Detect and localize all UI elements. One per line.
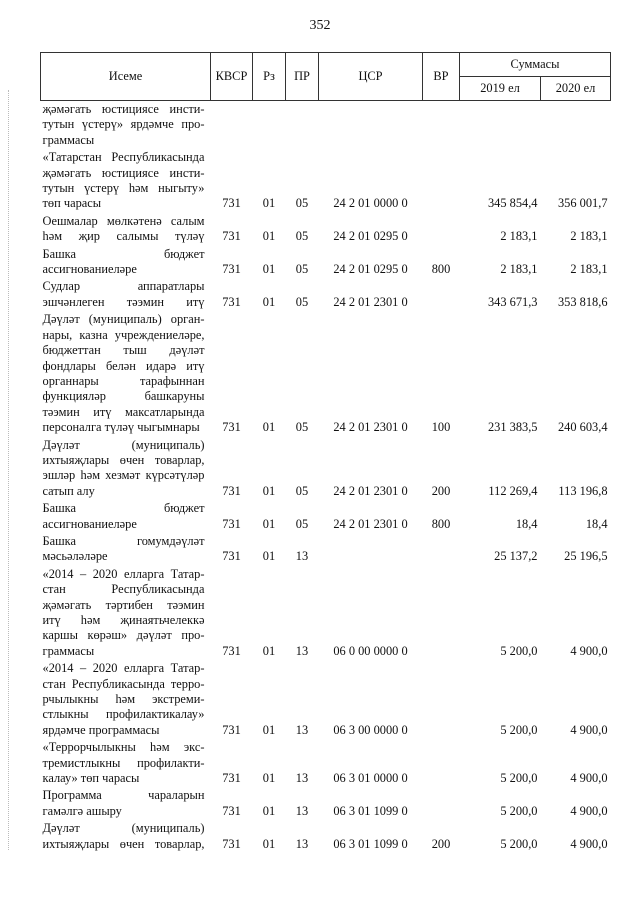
header-csr: ЦСР — [319, 53, 423, 101]
page-number: 352 — [309, 18, 331, 33]
row-value-2020: 4 900,0 — [570, 722, 608, 737]
row-value-2020: 4 900,0 — [570, 836, 608, 851]
row-csr: 24 2 01 2301 0 — [333, 516, 408, 531]
row-name-line: стан Республикасында — [42, 582, 205, 597]
row-csr: 06 0 00 0000 0 — [333, 643, 408, 658]
row-pr — [286, 101, 319, 150]
row-value-2019: 112 269,4 — [488, 483, 538, 498]
header-2019: 2019 ел — [460, 77, 541, 101]
row-name — [41, 739, 211, 787]
row-name-line: персоналга түләү чыгымнары — [42, 420, 200, 435]
table-row — [41, 500, 611, 533]
row-kvsr: 731 — [222, 483, 241, 498]
row-csr: 24 2 01 0000 0 — [333, 196, 408, 211]
row-rz: 01 — [262, 722, 276, 737]
row-vr — [423, 566, 460, 660]
row-value-2020: 113 196,8 — [558, 483, 608, 498]
row-vr — [423, 787, 460, 820]
row-value-2019: 25 137,2 — [494, 549, 538, 564]
row-kvsr — [211, 101, 253, 150]
table-row — [41, 820, 611, 853]
table-row — [41, 739, 611, 787]
row-name-line: сатып алу — [42, 483, 95, 498]
row-kvsr: 731 — [222, 771, 241, 786]
row-value-2019: 5 200,0 — [500, 803, 538, 818]
row-rz: 01 — [262, 262, 276, 277]
row-pr: 05 — [295, 229, 309, 244]
row-name-line: ихтыяҗлары өчен товарлар, — [42, 452, 205, 467]
table-row — [41, 533, 611, 566]
row-value-2020: 4 900,0 — [570, 771, 608, 786]
row-value-2019: 2 183,1 — [500, 262, 538, 277]
row-pr: 13 — [295, 836, 309, 851]
header-sums: Суммасы — [460, 53, 611, 77]
row-name-line: стлыкны профилактикалау» — [42, 707, 205, 722]
row-csr: 24 2 01 2301 0 — [333, 420, 408, 435]
row-csr: 24 2 01 2301 0 — [333, 483, 408, 498]
row-name-line: ихтыяҗлары өчен товарлар, — [42, 836, 205, 851]
row-pr: 05 — [295, 516, 309, 531]
row-value-2020: 2 183,1 — [570, 229, 608, 244]
table-row — [41, 149, 611, 213]
row-kvsr: 731 — [222, 643, 241, 658]
row-name-line: бюджеттан тыш дәүләт — [42, 343, 205, 358]
table-row — [41, 566, 611, 660]
row-name-line: Дәүләт (муниципаль) орган- — [42, 312, 205, 327]
row-name-line: ассигнованиеләре — [42, 516, 137, 531]
row-name-line: «Террорчылыкны һәм экс- — [42, 740, 205, 755]
row-kvsr: 731 — [222, 722, 241, 737]
header-2020: 2020 ел — [541, 77, 611, 101]
row-name-line: стан Республикасында терро- — [42, 676, 205, 691]
row-value-2020: 2 183,1 — [570, 262, 608, 277]
row-rz: 01 — [262, 803, 276, 818]
row-name-line: тутын үстерү һәм ныгыту» — [42, 181, 205, 196]
row-name-line: җәмәгать юстициясе инсти- — [42, 165, 205, 180]
row-name-line: гамәлгә ашыру — [42, 803, 122, 818]
row-value-2020: 4 900,0 — [570, 643, 608, 658]
row-vr — [423, 739, 460, 787]
table-row — [41, 278, 611, 311]
row-vr: 200 — [431, 483, 451, 498]
row-name-line: тутын үстерү» ярдәмче про- — [42, 117, 205, 132]
row-value-2020: 240 603,4 — [557, 420, 608, 435]
row-name — [41, 566, 211, 660]
row-value-2019: 18,4 — [515, 516, 538, 531]
table-body — [41, 101, 611, 854]
row-pr: 13 — [295, 643, 309, 658]
row-name-line: Башка бюджет — [42, 246, 205, 261]
row-vr: 800 — [431, 262, 451, 277]
row-csr: 24 2 01 0295 0 — [333, 262, 408, 277]
row-pr: 13 — [295, 803, 309, 818]
table-row — [41, 101, 611, 150]
row-rz: 01 — [262, 196, 276, 211]
row-pr: 13 — [295, 722, 309, 737]
row-name — [41, 311, 211, 436]
row-rz: 01 — [262, 836, 276, 851]
row-value-2019: 343 671,3 — [487, 294, 538, 309]
row-name — [41, 533, 211, 566]
row-kvsr: 731 — [222, 420, 241, 435]
row-name-line: нары, казна учреждениеләре, — [42, 327, 205, 342]
row-name — [41, 278, 211, 311]
row-name — [41, 213, 211, 246]
row-kvsr: 731 — [222, 803, 241, 818]
table-row — [41, 660, 611, 739]
row-rz: 01 — [262, 420, 276, 435]
row-kvsr: 731 — [222, 549, 241, 564]
row-pr: 05 — [295, 294, 309, 309]
table-row — [41, 787, 611, 820]
row-name-line: каршы көрәш» дәүләт про- — [42, 628, 205, 643]
margin-mark — [8, 90, 10, 850]
row-name-line: граммасы — [42, 132, 95, 147]
row-name-line: рчылыкны һәм экстреми- — [42, 692, 205, 707]
row-name-line: җәмәгать тәртибен тәэмин — [42, 597, 205, 612]
row-csr: 06 3 00 0000 0 — [333, 722, 408, 737]
row-value-2019: 231 383,5 — [487, 420, 538, 435]
row-vr — [423, 101, 460, 150]
row-vr — [423, 278, 460, 311]
row-name-line: Оешмалар мөлкәтенә салым — [42, 213, 205, 228]
row-value-2019 — [460, 101, 541, 150]
row-rz: 01 — [262, 549, 276, 564]
row-value-2019: 5 200,0 — [500, 836, 538, 851]
table-row — [41, 311, 611, 436]
row-name-line: фондлары белән идарә итү — [42, 358, 205, 373]
row-value-2020 — [541, 101, 611, 150]
row-kvsr: 731 — [222, 262, 241, 277]
row-name-line: һәм җир салымы түләү — [42, 229, 205, 244]
header-name: Исеме — [41, 53, 211, 101]
header-kvsr: КВСР — [211, 53, 253, 101]
row-name-line: Башка гомумдәүләт — [42, 533, 205, 548]
row-vr: 800 — [431, 516, 451, 531]
row-vr — [423, 213, 460, 246]
row-name-line: Дәүләт (муниципаль) — [42, 437, 205, 452]
table-row — [41, 246, 611, 279]
row-name-line: «2014 – 2020 елларга Татар- — [42, 566, 205, 581]
row-name — [41, 787, 211, 820]
row-name-line: итү һәм җинаятьчелеккә — [42, 613, 205, 627]
row-rz — [253, 101, 286, 150]
row-csr: 24 2 01 0295 0 — [333, 229, 408, 244]
row-pr: 13 — [295, 549, 309, 564]
row-rz: 01 — [262, 483, 276, 498]
budget-table — [40, 52, 611, 853]
row-name — [41, 500, 211, 533]
row-name-line: мәсьәләләре — [42, 549, 108, 564]
row-kvsr: 731 — [222, 516, 241, 531]
row-rz: 01 — [262, 643, 276, 658]
row-name-line: Башка бюджет — [42, 501, 205, 516]
row-rz: 01 — [262, 229, 276, 244]
row-value-2019: 5 200,0 — [500, 771, 538, 786]
row-pr: 05 — [295, 420, 309, 435]
row-name — [41, 437, 211, 501]
row-pr: 13 — [295, 771, 309, 786]
table-row — [41, 437, 611, 501]
row-pr: 05 — [295, 483, 309, 498]
row-name — [41, 820, 211, 853]
row-name-line: органнары тарафыннан — [42, 373, 205, 388]
row-name-line: эшчәнлеген тәэмин итү — [42, 294, 205, 309]
row-name-line: калау» төп чарасы — [42, 771, 140, 786]
row-rz: 01 — [262, 771, 276, 786]
row-rz: 01 — [262, 294, 276, 309]
row-kvsr: 731 — [222, 294, 241, 309]
row-name — [41, 660, 211, 739]
row-value-2019: 5 200,0 — [500, 722, 538, 737]
row-rz: 01 — [262, 516, 276, 531]
row-value-2020: 25 196,5 — [564, 549, 608, 564]
row-vr: 100 — [431, 420, 451, 435]
row-csr: 06 3 01 1099 0 — [333, 836, 408, 851]
row-name-line: тремистлыкны профилакти- — [42, 755, 205, 770]
row-name — [41, 149, 211, 213]
row-csr — [319, 101, 423, 150]
header-rz: Рз — [253, 53, 286, 101]
row-name-line: граммасы — [42, 643, 95, 658]
row-name-line: җәмәгать юстициясе инсти- — [42, 102, 205, 116]
row-vr — [423, 533, 460, 566]
row-name-line: тәэмин итү максатларында — [42, 404, 205, 419]
row-kvsr: 731 — [222, 836, 241, 851]
row-value-2020: 18,4 — [585, 516, 608, 531]
row-value-2020: 353 818,6 — [557, 294, 608, 309]
row-name-line: төп чарасы — [42, 196, 102, 211]
row-value-2020: 4 900,0 — [570, 803, 608, 818]
row-name-line: эшләр һәм хезмәт күрсәтүләр — [42, 468, 205, 483]
header-vr: ВР — [423, 53, 460, 101]
table-row — [41, 213, 611, 246]
row-name-line: ассигнованиеләре — [42, 262, 137, 277]
row-vr: 200 — [431, 836, 451, 851]
row-name-line: Программа чараларын — [42, 788, 205, 803]
row-value-2020: 356 001,7 — [557, 196, 608, 211]
row-vr — [423, 149, 460, 213]
row-pr: 05 — [295, 262, 309, 277]
row-name-line: функцияләр башкаруны — [42, 389, 205, 404]
row-kvsr: 731 — [222, 196, 241, 211]
row-name — [41, 101, 211, 150]
row-name-line: Дәүләт (муниципаль) — [42, 821, 205, 836]
row-value-2019: 2 183,1 — [500, 229, 538, 244]
row-name-line: «Татарстан Республикасында — [42, 150, 205, 165]
row-csr — [319, 533, 423, 566]
row-csr: 24 2 01 2301 0 — [333, 294, 408, 309]
row-name-line: ярдәмче программасы — [42, 722, 160, 737]
row-name-line: Судлар аппаратлары — [42, 279, 205, 294]
row-csr: 06 3 01 1099 0 — [333, 803, 408, 818]
row-value-2019: 5 200,0 — [500, 643, 538, 658]
row-csr: 06 3 01 0000 0 — [333, 771, 408, 786]
row-value-2019: 345 854,4 — [487, 196, 538, 211]
row-vr — [423, 660, 460, 739]
row-pr: 05 — [295, 196, 309, 211]
row-kvsr: 731 — [222, 229, 241, 244]
row-name-line: «2014 – 2020 елларга Татар- — [42, 661, 205, 676]
header-pr: ПР — [286, 53, 319, 101]
row-name — [41, 246, 211, 279]
